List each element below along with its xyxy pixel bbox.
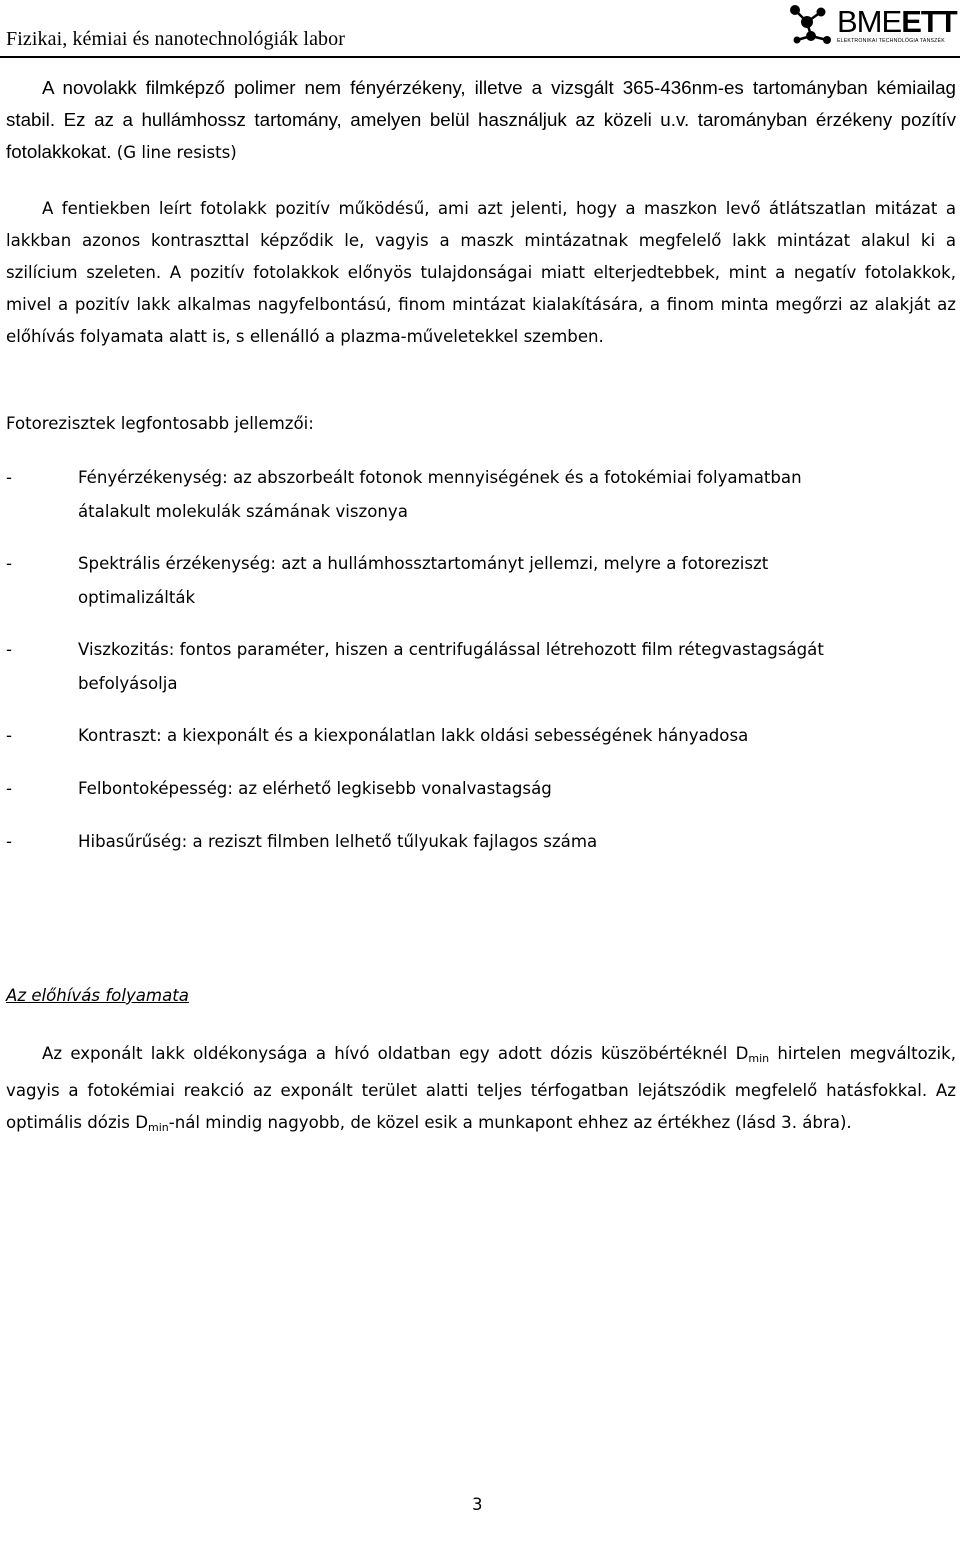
header-divider <box>0 56 960 58</box>
page-number: 3 <box>472 1495 483 1514</box>
bmeett-logo <box>785 2 960 46</box>
page-header <box>0 0 960 58</box>
header-title: Fizikai, kémiai és nanotechnológiák labor <box>6 28 346 50</box>
logo-subtitle: ELEKTRONIKAI TECHNOLÓGIA TANSZÉK <box>837 38 945 44</box>
paragraph-novolakk: A novolakk filmképző polimer nem fényérzékeny, illetve a vizsgált 365-436nm-es tartományban kémiailag stabil. Ez az a hullámhossz tartomány, amelyen belül használjuk az közeli u.v. tarományban érzékeny pozítív fotolakkokat. (G line resists) <box>6 77 956 162</box>
logo-wordmark: BMEETT <box>837 4 957 39</box>
list-intro: Fotorezisztek legfontosabb jellemzői: <box>6 414 314 433</box>
paragraph-positive-resist: A fentiekben leírt fotolakk pozitív működésű, ami azt jelenti, hogy a maszkon levő átlátszatlan mitázat a lakkban azonos kontraszttal képződik le, vagyis a maszk mintázatnak megfelelő lakk mintázat alakul ki a szilícium szeleten. A pozitív fotolakkok előnyös tulajdonságai miatt elterjedtebbek, mint a negatív fotolakkok, mivel a pozitív lakk alkalmas nagyfelbontású, finom mintázat kialakítására, a finom minta megőrzi az alakját az előhívás folyamata alatt is, s ellenálló a plazma-műveletekkel szemben. <box>6 199 956 346</box>
section-title: Az előhívás folyamata <box>6 986 189 1005</box>
paragraph-development: Az exponált lakk oldékonysága a hívó oldatban egy adott dózis küszöbértéknél $D_{min}$ hirtelen megváltozik, vagyis a fotokémiai reakció az exponált terület alatti teljes térfogatban lejátszódik megfelelő hatásfokkal. Az optimális dózis $D_{min}$-nál mindig nagyobb, de közel esik a munkapont ehhez az értékhez (lásd 3. ábra). <box>6 1044 957 1134</box>
molecule-icon <box>785 2 835 46</box>
